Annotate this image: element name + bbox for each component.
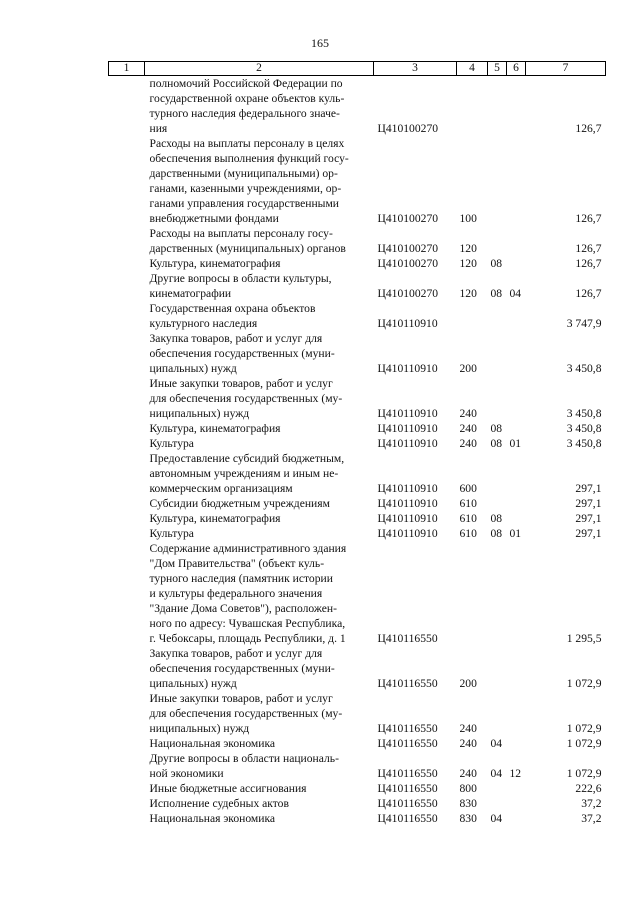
row-amount: 37,2 (581, 797, 602, 810)
row-amount: 126,7 (575, 287, 602, 300)
row-target-code: Ц410110910 (377, 407, 438, 420)
row-description: Культура, кинематография (149, 257, 281, 270)
row-subsection (507, 646, 526, 691)
row-expense-type: 240 (459, 407, 477, 420)
column-header: 3 (374, 62, 457, 76)
table-row (109, 271, 606, 301)
row-subsection: 01 (509, 437, 522, 450)
row-subsection (507, 781, 526, 796)
row-description: Субсидии бюджетным учреждениям (149, 497, 330, 510)
row-description: Расходы на выплаты персоналу в целях обеспечения выполнения функций госу- дарственными (муниципальными) ор- ганами, казенными учреждениями, ор- ганами управления государственными внебюджетными фондами (149, 137, 349, 225)
table-row (109, 511, 606, 526)
row-amount: 3 450,8 (566, 362, 602, 375)
row-subsection: 12 (509, 767, 522, 780)
row-expense-type: 200 (459, 362, 477, 375)
row-target-code: Ц410116550 (377, 767, 438, 780)
row-amount: 126,7 (575, 257, 602, 270)
table-body (109, 76, 606, 827)
table-row (109, 376, 606, 421)
row-description: Другие вопросы в области националь- ной экономики (149, 752, 339, 780)
table-row (109, 301, 606, 331)
row-subsection: 01 (509, 527, 522, 540)
row-subsection (507, 496, 526, 511)
row-section (488, 451, 507, 496)
row-section: 08 (490, 512, 503, 525)
row-expense-type: 120 (459, 242, 477, 255)
row-target-code: Ц410110910 (377, 512, 438, 525)
row-target-code: Ц410110910 (377, 482, 438, 495)
row-section: 08 (490, 527, 503, 540)
row-amount: 297,1 (575, 512, 602, 525)
row-amount: 37,2 (581, 812, 602, 825)
table-row (109, 736, 606, 751)
row-description: Исполнение судебных актов (149, 797, 289, 810)
row-subsection (507, 256, 526, 271)
row-subsection (507, 541, 526, 646)
row-target-code: Ц410116550 (377, 812, 438, 825)
row-section (488, 76, 507, 137)
row-description: Иные бюджетные ассигнования (149, 782, 307, 795)
row-subsection (507, 736, 526, 751)
table-row (109, 811, 606, 826)
row-expense-type: 830 (459, 797, 477, 810)
row-section (488, 496, 507, 511)
column-header: 6 (507, 62, 526, 76)
row-target-code: Ц410110910 (377, 497, 438, 510)
row-expense-type: 240 (459, 437, 477, 450)
column-header: 7 (526, 62, 606, 76)
table-row (109, 691, 606, 736)
row-section (488, 301, 507, 331)
table-row (109, 796, 606, 811)
row-description: Культура (149, 437, 194, 450)
row-amount: 222,6 (575, 782, 602, 795)
column-number-row (109, 62, 606, 76)
row-description: полномочий Российской Федерации по государственной охране объектов куль- турного наследия федерального значе- ния (149, 77, 345, 135)
row-target-code: Ц410110910 (377, 527, 438, 540)
row-amount: 1 295,5 (566, 632, 602, 645)
row-target-code: Ц410110910 (377, 362, 438, 375)
row-amount: 1 072,9 (566, 677, 602, 690)
row-target-code: Ц410110910 (377, 422, 438, 435)
row-description: Культура, кинематография (149, 512, 281, 525)
column-header: 5 (488, 62, 507, 76)
row-section: 04 (490, 767, 503, 780)
column-header: 2 (145, 62, 374, 76)
row-expense-type: 610 (459, 512, 477, 525)
row-section (488, 646, 507, 691)
page-number: 165 (311, 36, 329, 50)
table-row (109, 136, 606, 226)
row-amount: 1 072,9 (566, 767, 602, 780)
row-expense-type: 200 (459, 677, 477, 690)
row-subsection (507, 451, 526, 496)
column-header: 1 (109, 62, 145, 76)
column-header: 4 (457, 62, 488, 76)
row-section: 08 (490, 287, 503, 300)
row-amount: 297,1 (575, 527, 602, 540)
row-description: Содержание административного здания "Дом Правительства" (объект куль- турного наследия (памятник истории и культуры федерального значения "Здание Дома Советов"), расположен- ного по адресу: Чувашская Республика, г. Чебоксары, площадь Республики, д. 1 (149, 542, 347, 645)
row-expense-type (457, 541, 488, 646)
row-amount: 126,7 (575, 122, 602, 135)
row-target-code: Ц410100270 (377, 287, 439, 300)
row-amount: 297,1 (575, 482, 602, 495)
row-target-code: Ц410116550 (377, 737, 438, 750)
row-amount: 3 450,8 (566, 437, 602, 450)
row-amount: 3 450,8 (566, 422, 602, 435)
row-expense-type: 240 (459, 767, 477, 780)
row-expense-type: 600 (459, 482, 477, 495)
table-row (109, 421, 606, 436)
table-row (109, 256, 606, 271)
row-subsection (507, 511, 526, 526)
row-target-code: Ц410116550 (377, 722, 438, 735)
row-description: Культура, кинематография (149, 422, 281, 435)
row-section (488, 136, 507, 226)
row-subsection (507, 76, 526, 137)
row-target-code: Ц410100270 (377, 242, 439, 255)
row-subsection (507, 376, 526, 421)
row-expense-type: 120 (459, 287, 477, 300)
row-subsection (507, 226, 526, 256)
table-row (109, 646, 606, 691)
row-target-code: Ц410100270 (377, 122, 439, 135)
row-expense-type: 240 (459, 737, 477, 750)
row-target-code: Ц410116550 (377, 677, 438, 690)
budget-table (108, 61, 606, 826)
row-description: Национальная экономика (149, 737, 276, 750)
row-target-code: Ц410100270 (377, 212, 439, 225)
row-target-code: Ц410116550 (377, 632, 438, 645)
row-subsection (507, 301, 526, 331)
row-amount: 126,7 (575, 242, 602, 255)
row-expense-type: 830 (459, 812, 477, 825)
row-section (488, 541, 507, 646)
row-expense-type: 120 (459, 257, 477, 270)
row-section (488, 331, 507, 376)
row-target-code: Ц410110910 (377, 437, 438, 450)
row-subsection (507, 691, 526, 736)
row-expense-type: 240 (459, 422, 477, 435)
table-row (109, 541, 606, 646)
row-target-code: Ц410116550 (377, 797, 438, 810)
row-section: 04 (490, 812, 503, 825)
row-target-code: Ц410116550 (377, 782, 438, 795)
row-amount: 3 450,8 (566, 407, 602, 420)
row-subsection (507, 796, 526, 811)
row-description: Иные закупки товаров, работ и услуг для обеспечения государственных (му- ниципальных) нужд (149, 377, 343, 420)
row-subsection: 04 (509, 287, 522, 300)
row-section (488, 796, 507, 811)
row-amount: 297,1 (575, 497, 602, 510)
row-description: Закупка товаров, работ и услуг для обеспечения государственных (муни- ципальных) нужд (149, 647, 335, 690)
row-description: Расходы на выплаты персоналу госу- дарственных (муниципальных) органов (149, 227, 346, 255)
row-section: 04 (490, 737, 503, 750)
row-subsection (507, 811, 526, 826)
table-row (109, 331, 606, 376)
table-row (109, 451, 606, 496)
row-section: 08 (490, 257, 503, 270)
row-amount: 1 072,9 (566, 737, 602, 750)
row-section: 08 (490, 437, 503, 450)
row-expense-type: 800 (459, 782, 477, 795)
row-description: Другие вопросы в области культуры, кинематографии (149, 272, 332, 300)
row-section (488, 691, 507, 736)
row-expense-type: 240 (459, 722, 477, 735)
table-row (109, 781, 606, 796)
row-description: Иные закупки товаров, работ и услуг для обеспечения государственных (му- ниципальных) нужд (149, 692, 343, 735)
row-section: 08 (490, 422, 503, 435)
table-row (109, 751, 606, 781)
row-description: Государственная охрана объектов культурного наследия (149, 302, 316, 330)
row-subsection (507, 331, 526, 376)
row-description: Закупка товаров, работ и услуг для обеспечения государственных (муни- ципальных) нужд (149, 332, 335, 375)
row-expense-type: 100 (459, 212, 477, 225)
row-description: Культура (149, 527, 194, 540)
row-description: Предоставление субсидий бюджетным, автономным учреждениям и иным не- коммерческим организациям (149, 452, 345, 495)
row-section (488, 226, 507, 256)
row-subsection (507, 421, 526, 436)
row-amount: 126,7 (575, 212, 602, 225)
table-row (109, 526, 606, 541)
table-row (109, 436, 606, 451)
row-subsection (507, 136, 526, 226)
row-target-code: Ц410110910 (377, 317, 438, 330)
row-target-code: Ц410100270 (377, 257, 439, 270)
table-row (109, 496, 606, 511)
row-description: Национальная экономика (149, 812, 276, 825)
row-expense-type: 610 (459, 497, 477, 510)
row-expense-type (457, 76, 488, 137)
row-amount: 1 072,9 (566, 722, 602, 735)
row-expense-type: 610 (459, 527, 477, 540)
row-amount: 3 747,9 (566, 317, 602, 330)
row-section (488, 376, 507, 421)
table-row (109, 226, 606, 256)
table-row (109, 76, 606, 137)
row-expense-type (457, 301, 488, 331)
row-section (488, 781, 507, 796)
